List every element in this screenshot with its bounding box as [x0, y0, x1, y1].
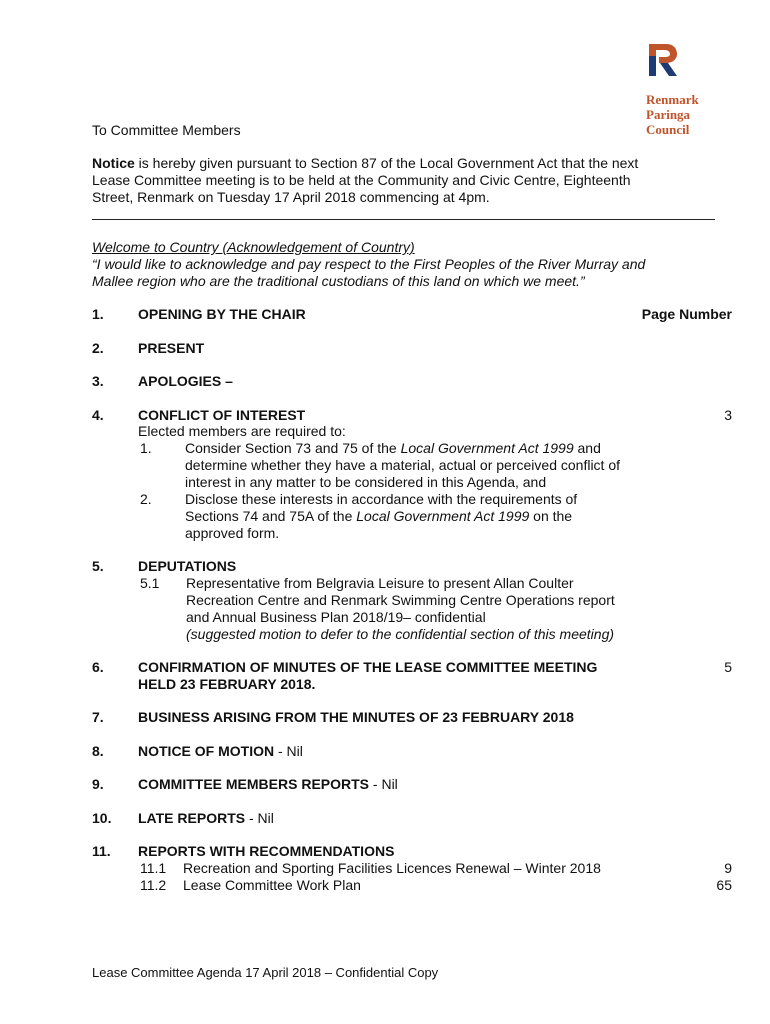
item-heading-members-reports — [138, 776, 398, 793]
text-fragment: Sections 74 and 75A of the — [185, 508, 357, 524]
heading-text: COMMITTEE MEMBERS REPORTS — [138, 776, 370, 792]
act-title: Local Government Act 1999 — [400, 440, 574, 456]
item-number: 6. — [92, 659, 104, 675]
report-title: Lease Committee Work Plan — [183, 877, 361, 893]
item-heading-late-reports — [138, 810, 274, 827]
item-heading-minutes-line-1: CONFIRMATION OF MINUTES OF THE LEASE COMMITTEE MEETING — [138, 659, 598, 675]
item-heading-minutes-line-2: HELD 23 FEBRUARY 2018. — [138, 676, 316, 692]
notice-line-1 — [92, 155, 638, 172]
conflict-intro: Elected members are required to: — [138, 423, 346, 439]
welcome-title: Welcome to Country (Acknowledgement of Country) — [92, 239, 415, 255]
logo-line: Council — [646, 122, 690, 137]
heading-suffix: - Nil — [369, 776, 398, 792]
page-number-header: Page Number — [641, 306, 732, 322]
item-number: 4. — [92, 407, 104, 423]
conflict-point-2-line-3: approved form. — [185, 525, 280, 541]
logo-r-mark-icon — [646, 42, 682, 78]
item-number: 3. — [92, 373, 104, 389]
item-heading-opening: OPENING BY THE CHAIR — [138, 306, 306, 322]
item-page-number: 5 — [724, 659, 732, 675]
conflict-point-1-line-1 — [185, 440, 601, 457]
item-page-number: 9 — [724, 860, 732, 876]
deputation-line-2: Recreation Centre and Renmark Swimming Centre Operations report — [186, 592, 615, 608]
logo-wordmark — [646, 92, 726, 137]
welcome-quote-line-1: “I would like to acknowledge and pay respect to the First Peoples of the River Murray and — [92, 256, 646, 272]
item-number: 8. — [92, 743, 104, 759]
item-heading-deputations: DEPUTATIONS — [138, 558, 237, 574]
act-title: Local Government Act 1999 — [356, 508, 530, 524]
text-fragment: and — [573, 440, 601, 456]
divider — [92, 219, 715, 220]
item-heading-notice-of-motion — [138, 743, 303, 760]
item-heading-business-arising: BUSINESS ARISING FROM THE MINUTES OF 23 FEBRUARY 2018 — [138, 709, 574, 725]
logo-line: Renmark — [646, 92, 699, 107]
heading-suffix: - Nil — [245, 810, 274, 826]
item-number: 5. — [92, 558, 104, 574]
notice-label: Notice — [92, 155, 135, 171]
sub-item-number: 11.1 — [140, 860, 167, 876]
item-number: 10. — [92, 810, 112, 826]
conflict-point-1-line-2: determine whether they have a material, actual or perceived conflict of — [185, 457, 621, 473]
conflict-point-2-line-1: Disclose these interests in accordance with the requirements of — [185, 491, 578, 507]
deputation-line-3: and Annual Business Plan 2018/19– confidential — [186, 609, 486, 625]
notice-line-2: Lease Committee meeting is to be held at the Community and Civic Centre, Eighteenth — [92, 172, 631, 188]
page-footer: Lease Committee Agenda 17 April 2018 – Confidential Copy — [92, 965, 439, 980]
conflict-point-1-line-3: interest in any matter to be considered in this Agenda, and — [185, 474, 547, 490]
text-fragment: Consider Section 73 and 75 of the — [185, 440, 401, 456]
item-heading-conflict: CONFLICT OF INTEREST — [138, 407, 306, 423]
sub-item-number: 5.1 — [140, 575, 160, 591]
notice-line-3: Street, Renmark on Tuesday 17 April 2018 commencing at 4pm. — [92, 189, 490, 205]
text-fragment: on the — [529, 508, 573, 524]
report-title: Recreation and Sporting Facilities Licences Renewal – Winter 2018 — [183, 860, 601, 876]
item-page-number: 3 — [724, 407, 732, 423]
item-heading-present: PRESENT — [138, 340, 205, 356]
deputation-motion-note: (suggested motion to defer to the confidential section of this meeting) — [186, 626, 615, 642]
item-number: 2. — [92, 340, 104, 356]
sub-item-number: 11.2 — [140, 877, 167, 893]
item-number: 1. — [92, 306, 104, 322]
item-page-number: 65 — [716, 877, 732, 893]
item-number: 9. — [92, 776, 104, 792]
recipient-line: To Committee Members — [92, 122, 241, 138]
sub-item-number: 2. — [140, 491, 152, 507]
item-number: 11. — [92, 843, 111, 859]
heading-suffix: - Nil — [274, 743, 303, 759]
sub-item-number: 1. — [140, 440, 152, 456]
logo-line: Paringa — [646, 107, 691, 122]
welcome-quote-line-2: Mallee region who are the traditional custodians of this land on which we meet.” — [92, 273, 585, 289]
notice-text: is hereby given pursuant to Section 87 of the Local Government Act that the next — [134, 155, 639, 171]
item-number: 7. — [92, 709, 104, 725]
conflict-point-2-line-2 — [185, 508, 572, 525]
heading-text: NOTICE OF MOTION — [138, 743, 275, 759]
heading-text: LATE REPORTS — [138, 810, 246, 826]
item-heading-reports-recommendations: REPORTS WITH RECOMMENDATIONS — [138, 843, 395, 859]
deputation-line-1: Representative from Belgravia Leisure to present Allan Coulter — [186, 575, 574, 591]
item-heading-apologies: APOLOGIES – — [138, 373, 233, 389]
